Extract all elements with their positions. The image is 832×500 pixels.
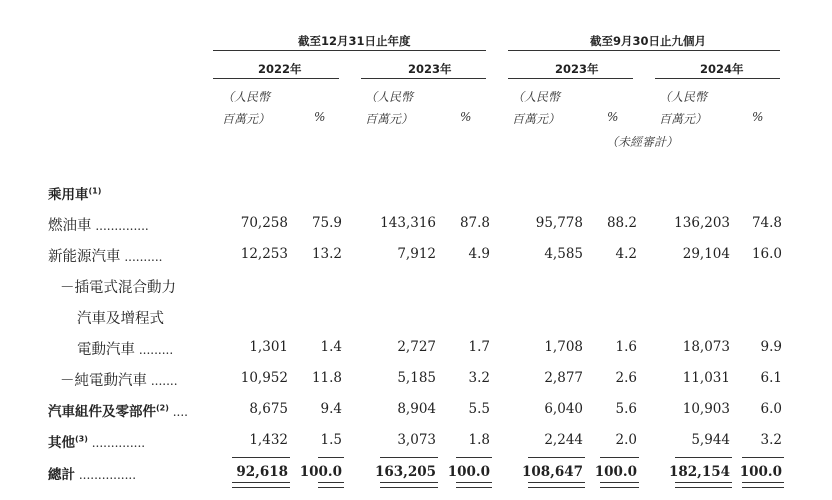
header-rule — [213, 50, 486, 51]
table-cell: 4,585 — [544, 246, 583, 262]
table-cell: 100.0 — [739, 464, 782, 480]
unit-label: 百萬元） — [512, 112, 561, 126]
year-rule — [213, 78, 339, 79]
leader-dots: .............. — [91, 219, 149, 233]
total-double-rule — [456, 482, 492, 488]
leader-dots: .............. — [87, 436, 146, 450]
table-cell: 4.2 — [615, 246, 637, 262]
table-cell: 1,708 — [544, 339, 583, 355]
total-double-rule — [600, 482, 639, 488]
row-label-text: 總計 — [48, 467, 75, 483]
table-cell: 6.1 — [760, 370, 782, 386]
table-cell: 8,904 — [397, 401, 436, 417]
table-cell: 70,258 — [240, 215, 288, 231]
table-cell: 6,040 — [544, 401, 583, 417]
table-cell: 3.2 — [760, 432, 782, 448]
subtotal-rule — [600, 457, 639, 458]
total-double-rule — [742, 482, 784, 488]
row-label-text: －插電式混合動力 — [60, 280, 176, 296]
year-2023-9m-header: 2023年 — [555, 62, 599, 76]
row-label-text: 燃油車 — [48, 218, 92, 234]
table-cell: 95,778 — [535, 215, 583, 231]
table-cell: 143,316 — [380, 215, 436, 231]
total-double-rule — [528, 482, 585, 488]
table-cell: 1.6 — [615, 339, 637, 355]
total-double-rule — [232, 482, 290, 488]
table-cell: 2,244 — [544, 432, 583, 448]
year-rule — [655, 78, 780, 79]
leader-dots: ............... — [75, 468, 137, 482]
subtotal-rule — [528, 457, 585, 458]
total-double-rule — [380, 482, 438, 488]
subtotal-rule — [318, 457, 344, 458]
header-nine-months: 截至9月30日止九個月 — [590, 34, 707, 48]
total-double-rule — [675, 482, 732, 488]
row-label — [77, 338, 173, 359]
unit-label: 百萬元） — [222, 112, 271, 126]
footnote-marker: (1) — [88, 186, 102, 196]
table-cell: 2.6 — [615, 370, 637, 386]
table-cell: 136,203 — [674, 215, 730, 231]
row-label — [48, 400, 188, 420]
unit-label: （人民幣 — [512, 90, 561, 104]
table-cell: 12,253 — [240, 246, 288, 262]
row-label — [48, 463, 136, 483]
table-cell: 182,154 — [668, 464, 730, 480]
row-label — [48, 183, 101, 203]
unit-label: （人民幣 — [659, 90, 708, 104]
table-cell: 1.8 — [468, 432, 490, 448]
table-cell: 2,727 — [397, 339, 436, 355]
table-cell: 8,675 — [249, 401, 288, 417]
table-cell: 6.0 — [760, 401, 782, 417]
row-label-text: 汽車組件及零部件 — [48, 404, 156, 420]
table-cell: 163,205 — [374, 464, 436, 480]
table-cell: 5,944 — [691, 432, 730, 448]
unit-label: （人民幣 — [365, 90, 414, 104]
total-double-rule — [318, 482, 344, 488]
table-cell: 1.4 — [320, 339, 342, 355]
table-cell: 11.8 — [311, 370, 342, 386]
row-label — [60, 369, 178, 390]
year-rule — [361, 78, 486, 79]
leader-dots: .......... — [120, 250, 163, 264]
subtotal-rule — [380, 457, 438, 458]
unaudited-label: （未經審計） — [606, 135, 679, 149]
unit-label: 百萬元） — [365, 112, 414, 126]
table-cell: 3.2 — [468, 370, 490, 386]
row-label-text: －純電動汽車 — [60, 373, 147, 389]
row-label-text: 新能源汽車 — [48, 249, 121, 265]
table-cell: 7,912 — [397, 246, 436, 262]
table-cell: 5.5 — [468, 401, 490, 417]
table-cell: 87.8 — [459, 215, 490, 231]
table-cell: 1,432 — [249, 432, 288, 448]
row-label-text: 汽車及增程式 — [77, 311, 164, 327]
unit-label: 百萬元） — [659, 112, 708, 126]
table-cell: 100.0 — [447, 464, 490, 480]
table-cell: 9.9 — [760, 339, 782, 355]
table-cell: 1.7 — [468, 339, 490, 355]
table-cell: 3,073 — [397, 432, 436, 448]
table-cell: 2.0 — [615, 432, 637, 448]
row-label — [48, 214, 149, 235]
row-label — [77, 307, 164, 328]
table-cell: 100.0 — [594, 464, 637, 480]
table-cell: 92,618 — [236, 464, 288, 480]
percent-label: % — [752, 110, 764, 124]
leader-dots: .... — [168, 405, 188, 419]
percent-label: % — [607, 110, 619, 124]
table-cell: 18,073 — [682, 339, 730, 355]
row-label-text: 乘用車 — [48, 187, 89, 203]
table-cell: 100.0 — [299, 464, 342, 480]
table-cell: 11,031 — [682, 370, 730, 386]
table-cell: 4.9 — [468, 246, 490, 262]
row-label-text: 其他 — [48, 435, 75, 451]
footnote-marker: (3) — [75, 434, 88, 444]
table-cell: 10,952 — [240, 370, 288, 386]
table-cell: 1,301 — [249, 339, 288, 355]
leader-dots: ....... — [147, 374, 178, 388]
table-cell: 74.8 — [751, 215, 782, 231]
year-2023-header: 2023年 — [408, 62, 452, 76]
table-cell: 5.6 — [615, 401, 637, 417]
header-rule — [508, 50, 780, 51]
percent-label: % — [314, 110, 326, 124]
table-cell: 13.2 — [311, 246, 342, 262]
table-cell: 108,647 — [521, 464, 583, 480]
table-cell: 29,104 — [682, 246, 730, 262]
subtotal-rule — [456, 457, 492, 458]
table-cell: 2,877 — [544, 370, 583, 386]
subtotal-rule — [675, 457, 732, 458]
footnote-marker: (2) — [156, 403, 169, 413]
table-cell: 1.5 — [320, 432, 342, 448]
year-2022-header: 2022年 — [258, 62, 302, 76]
table-cell: 10,903 — [682, 401, 730, 417]
year-rule — [508, 78, 633, 79]
table-cell: 75.9 — [311, 215, 342, 231]
percent-label: % — [460, 110, 472, 124]
unit-label: （人民幣 — [222, 90, 271, 104]
row-label — [60, 276, 176, 297]
table-cell: 5,185 — [397, 370, 436, 386]
leader-dots: ......... — [135, 343, 174, 357]
table-cell: 9.4 — [320, 401, 342, 417]
header-year-ended: 截至12月31日止年度 — [298, 34, 411, 48]
table-cell: 16.0 — [751, 246, 782, 262]
year-2024-9m-header: 2024年 — [700, 62, 744, 76]
subtotal-rule — [232, 457, 290, 458]
row-label — [48, 431, 145, 451]
subtotal-rule — [742, 457, 784, 458]
table-cell: 88.2 — [606, 215, 637, 231]
row-label-text: 電動汽車 — [77, 342, 135, 358]
row-label — [48, 245, 162, 266]
